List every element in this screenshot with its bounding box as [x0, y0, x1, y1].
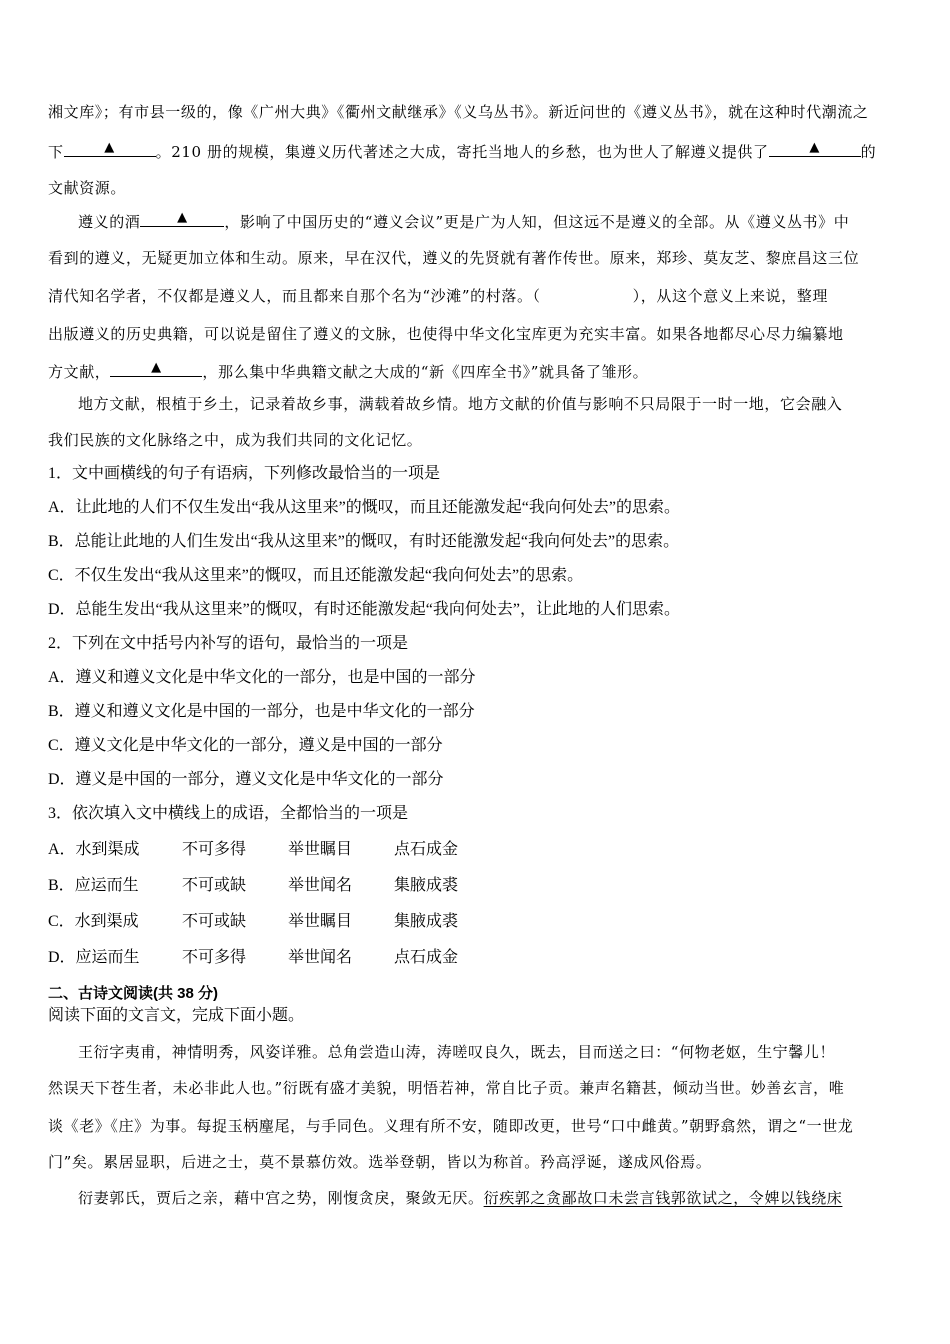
- option-term: 举世瞩目: [288, 913, 353, 930]
- section-instruction: 阅读下面的文言文，完成下面小题。: [48, 1007, 305, 1024]
- option-term: 不可或缺: [182, 877, 247, 894]
- answer-option[interactable]: B．遵义和遵义文化是中国的一部分，也是中华文化的一部分: [48, 703, 475, 720]
- question-stem: 1．文中画横线的句子有语病，下列修改最恰当的一项是: [48, 465, 441, 482]
- text-segment: ，影响了中国历史的“遵义会议”更是广为人知，但这远不是遵义的全部。从《遵义丛书》中: [224, 213, 850, 231]
- question-stem: 2．下列在文中括号内补写的语句，最恰当的一项是: [48, 635, 409, 652]
- option-term: 点石成金: [394, 841, 459, 858]
- answer-option[interactable]: [48, 912, 458, 932]
- passage-line: 出版遵义的历史典籍，可以说是留住了遵义的文脉，也使得中华文化宝库更为充实丰富。如果各地都尽心尽力编纂地: [48, 325, 844, 343]
- option-term: B．应运而生: [48, 877, 139, 894]
- passage-line: 湘文库》；有市县一级的，像《广州大典》《衢州文献继承》《义乌丛书》。新近问世的《遵义丛书》，就在这种时代潮流之: [48, 103, 869, 121]
- answer-option[interactable]: D．遵义是中国的一部分，遵义文化是中华文化的一部分: [48, 771, 444, 788]
- answer-option[interactable]: [48, 840, 458, 860]
- answer-option[interactable]: [48, 876, 458, 896]
- passage-line: 然误天下苍生者，未必非此人也。”衍既有盛才美貌，明悟若神，常自比子贡。兼声名籍甚，倾动当世。妙善玄言，唯: [48, 1079, 845, 1097]
- answer-option[interactable]: C．不仅生发出“我从这里来”的慨叹，而且还能激发起“我向何处去”的思索。: [48, 567, 584, 584]
- option-term: 不可多得: [182, 949, 247, 966]
- passage-line: [78, 210, 849, 232]
- triangle-icon: ▲: [104, 140, 115, 155]
- fill-blank: [140, 210, 224, 227]
- option-term: 不可或缺: [182, 913, 247, 930]
- fill-blank: [769, 140, 861, 157]
- answer-option[interactable]: B．总能让此地的人们生发出“我从这里来”的慨叹，有时还能激发起“我向何处去”的思索。: [48, 533, 680, 550]
- answer-option[interactable]: A．让此地的人们不仅生发出“我从这里来”的慨叹，而且还能激发起“我向何处去”的思索。: [48, 499, 680, 516]
- passage-line: [48, 360, 648, 382]
- option-term: D．应运而生: [48, 949, 140, 966]
- passage-line: 我们民族的文化脉络之中，成为我们共同的文化记忆。: [48, 431, 423, 449]
- option-term: C．水到渠成: [48, 913, 139, 930]
- option-term: 举世瞩目: [288, 841, 353, 858]
- option-term: 举世闻名: [288, 877, 353, 894]
- passage-line: [78, 1188, 842, 1208]
- passage-line: [48, 286, 828, 306]
- text-segment: 下: [48, 143, 64, 161]
- question-stem: 3．依次填入文中横线上的成语，全都恰当的一项是: [48, 805, 409, 822]
- option-term: 不可多得: [182, 841, 247, 858]
- answer-option[interactable]: D．总能生发出“我从这里来”的慨叹，有时还能激发起“我向何处去”，让此地的人们思索。: [48, 601, 680, 618]
- option-term: 集腋成裘: [394, 913, 459, 930]
- text-segment: 的: [860, 143, 877, 161]
- answer-option[interactable]: [48, 948, 458, 968]
- option-term: 举世闻名: [288, 949, 353, 966]
- triangle-icon: ▲: [177, 210, 188, 225]
- triangle-icon: ▲: [151, 360, 162, 375]
- passage-line: [48, 140, 876, 162]
- section-heading: 二、古诗文阅读(共 38 分): [48, 985, 219, 1002]
- fill-blank: [64, 140, 156, 157]
- underlined-sentence: 衍疾郭之贪鄙故口未尝言钱郭欲试之，令婢以钱绕床: [483, 1189, 843, 1207]
- text-segment: ），从这个意义上来说，整理: [632, 287, 828, 305]
- answer-option[interactable]: C．遵义文化是中华文化的一部分，遵义是中国的一部分: [48, 737, 443, 754]
- passage-line: 文献资源。: [48, 179, 127, 197]
- passage-line: 看到的遵义，无疑更加立体和生动。原来，早在汉代，遵义的先贤就有著作传世。原来，郑珍、莫友芝、黎庶昌这三位: [48, 249, 860, 267]
- option-term: 集腋成裘: [394, 877, 459, 894]
- passage-line: 地方文献，根植于乡土，记录着故乡事，满载着故乡情。地方文献的价值与影响不只局限于一时一地，它会融入: [78, 395, 843, 413]
- triangle-icon: ▲: [809, 140, 820, 155]
- answer-option[interactable]: A．遵义和遵义文化是中华文化的一部分，也是中国的一部分: [48, 669, 476, 686]
- text-segment: 遵义的酒: [78, 213, 141, 231]
- option-term: A．水到渠成: [48, 841, 140, 858]
- passage-line: 谈《老》《庄》为事。每捉玉柄麈尾，与手同色。义理有所不安，随即改更，世号“口中雌黄。”朝野翕然，谓之“一世龙: [48, 1117, 854, 1135]
- passage-line: 王衍字夷甫，神情明秀，风姿详雅。总角尝造山涛，涛嗟叹良久，既去，目而送之曰：“何物老妪，生宁馨儿！: [78, 1043, 836, 1061]
- passage-line: 门”矣。累居显职，后进之士，莫不景慕仿效。选举登朝，皆以为称首。矜高浮诞，遂成风俗焉。: [48, 1153, 712, 1171]
- text-segment: 。210 册的规模，集遵义历代著述之大成，寄托当地人的乡愁，也为世人了解遵义提供了: [155, 143, 769, 161]
- text-segment: 清代知名学者，不仅都是遵义人，而且都来自那个名为“沙滩”的村落。（: [48, 287, 541, 305]
- text-segment: 衍妻郭氏，贾后之亲，藉中宫之势，刚愎贪戾，聚敛无厌。: [78, 1189, 484, 1207]
- option-term: 点石成金: [394, 949, 459, 966]
- text-segment: 方文献，: [48, 363, 111, 381]
- text-segment: ，那么集中华典籍文献之大成的“新《四库全书》”就具备了雏形。: [202, 363, 649, 381]
- fill-blank: [110, 360, 202, 377]
